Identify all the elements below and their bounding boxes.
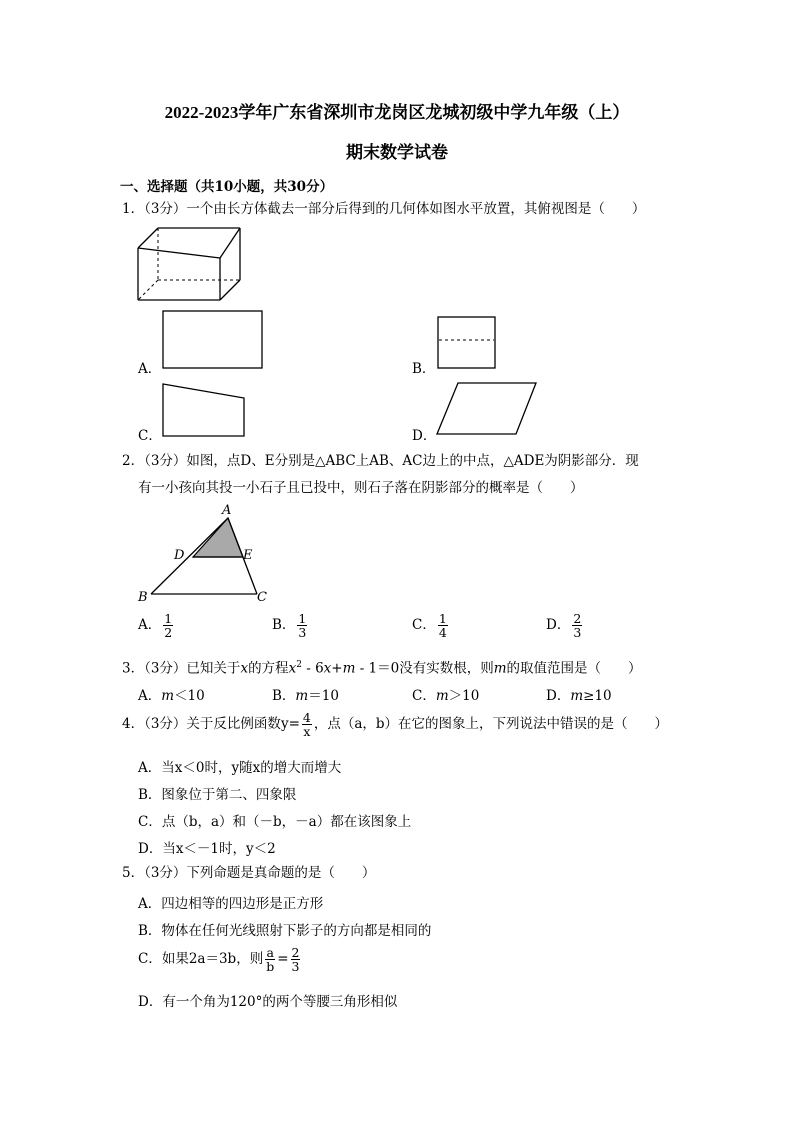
q5-option-c: C．如果2a＝3b，则 $\frac{a}{b}$ = $\frac{2}{3}$ [138, 945, 300, 974]
q2-triangle-figure [135, 500, 275, 605]
q1-option-d-figure [436, 381, 538, 437]
q4-option-a: A．当x＜0时，y随x的增大而增大 [138, 760, 342, 776]
vertex-label-d: D [174, 548, 185, 563]
vertex-label-a: A [222, 503, 232, 518]
page-title-line2: 期末数学试卷 [346, 143, 448, 162]
q4-option-d: D．当x＜－1时，y＜2 [138, 841, 276, 857]
q5-option-b: B．物体在任何光线照射下影子的方向都是相同的 [138, 923, 432, 939]
q1-option-a-label: A． [138, 361, 162, 377]
question-1-text: 1．（3分）一个由长方体截去一部分后得到的几何体如图水平放置，其俯视图是（ ） [122, 201, 646, 217]
q3-option-c: C．m＞10 [412, 688, 480, 704]
question-5-text: 5．（3分）下列命题是真命题的是（ ） [122, 865, 376, 881]
q2-option-c: C． $\frac{1}{4}$ [412, 611, 447, 640]
q3-option-b: B．m＝10 [272, 688, 339, 704]
q4-option-b: B．图象位于第二、四象限 [138, 787, 297, 803]
q2-option-d: D． $\frac{2}{3}$ [546, 611, 582, 640]
q1-option-b-label: B． [412, 361, 436, 377]
q2-option-a: A． $\frac{1}{2}$ [138, 611, 173, 640]
q1-solid-figure [130, 220, 250, 305]
section-heading: 一、选择题（共10小题，共30分） [120, 179, 334, 195]
q1-option-d-label: D． [412, 428, 437, 444]
q4-option-c: C．点（b，a）和（－b，－a）都在该图象上 [138, 814, 412, 830]
q1-option-c-figure [162, 383, 248, 439]
q1-option-c-label: C． [138, 428, 162, 444]
q1-option-a-figure [162, 310, 264, 370]
question-4-text: 4．（3分）关于反比例函数y= $\frac{4}{x}$ ，点（a，b）在它的图象上，下列说法中错误的是（ ） [122, 710, 669, 739]
vertex-label-b: B [138, 590, 148, 605]
q1-option-b-figure [437, 316, 497, 370]
q3-option-d: D．m≥10 [546, 688, 612, 704]
q2-option-b: B． $\frac{1}{3}$ [272, 611, 307, 640]
vertex-label-e: E [243, 548, 253, 563]
question-3-text: 3．（3分）已知关于x的方程$x^2 - 6x+m - 1=0$没有实数根，则m的取值范围是（ ） [122, 660, 642, 677]
q3-option-a: A．m＜10 [138, 688, 205, 704]
question-2-line2: 有一小孩向其投一小石子且已投中，则石子落在阴影部分的概率是（ ） [138, 480, 584, 496]
q5-option-a: A．四边相等的四边形是正方形 [138, 896, 324, 912]
q5-option-d: D．有一个角为120°的两个等腰三角形相似 [138, 994, 398, 1010]
question-2-line1: 2．（3分）如图，点D、E分别是△ABC上AB、AC边上的中点，△ADE为阴影部分．现 [122, 453, 639, 469]
vertex-label-c: C [257, 590, 267, 605]
page-title-line1: 2022-2023学年广东省深圳市龙岗区龙城初级中学九年级（上） [164, 103, 630, 122]
